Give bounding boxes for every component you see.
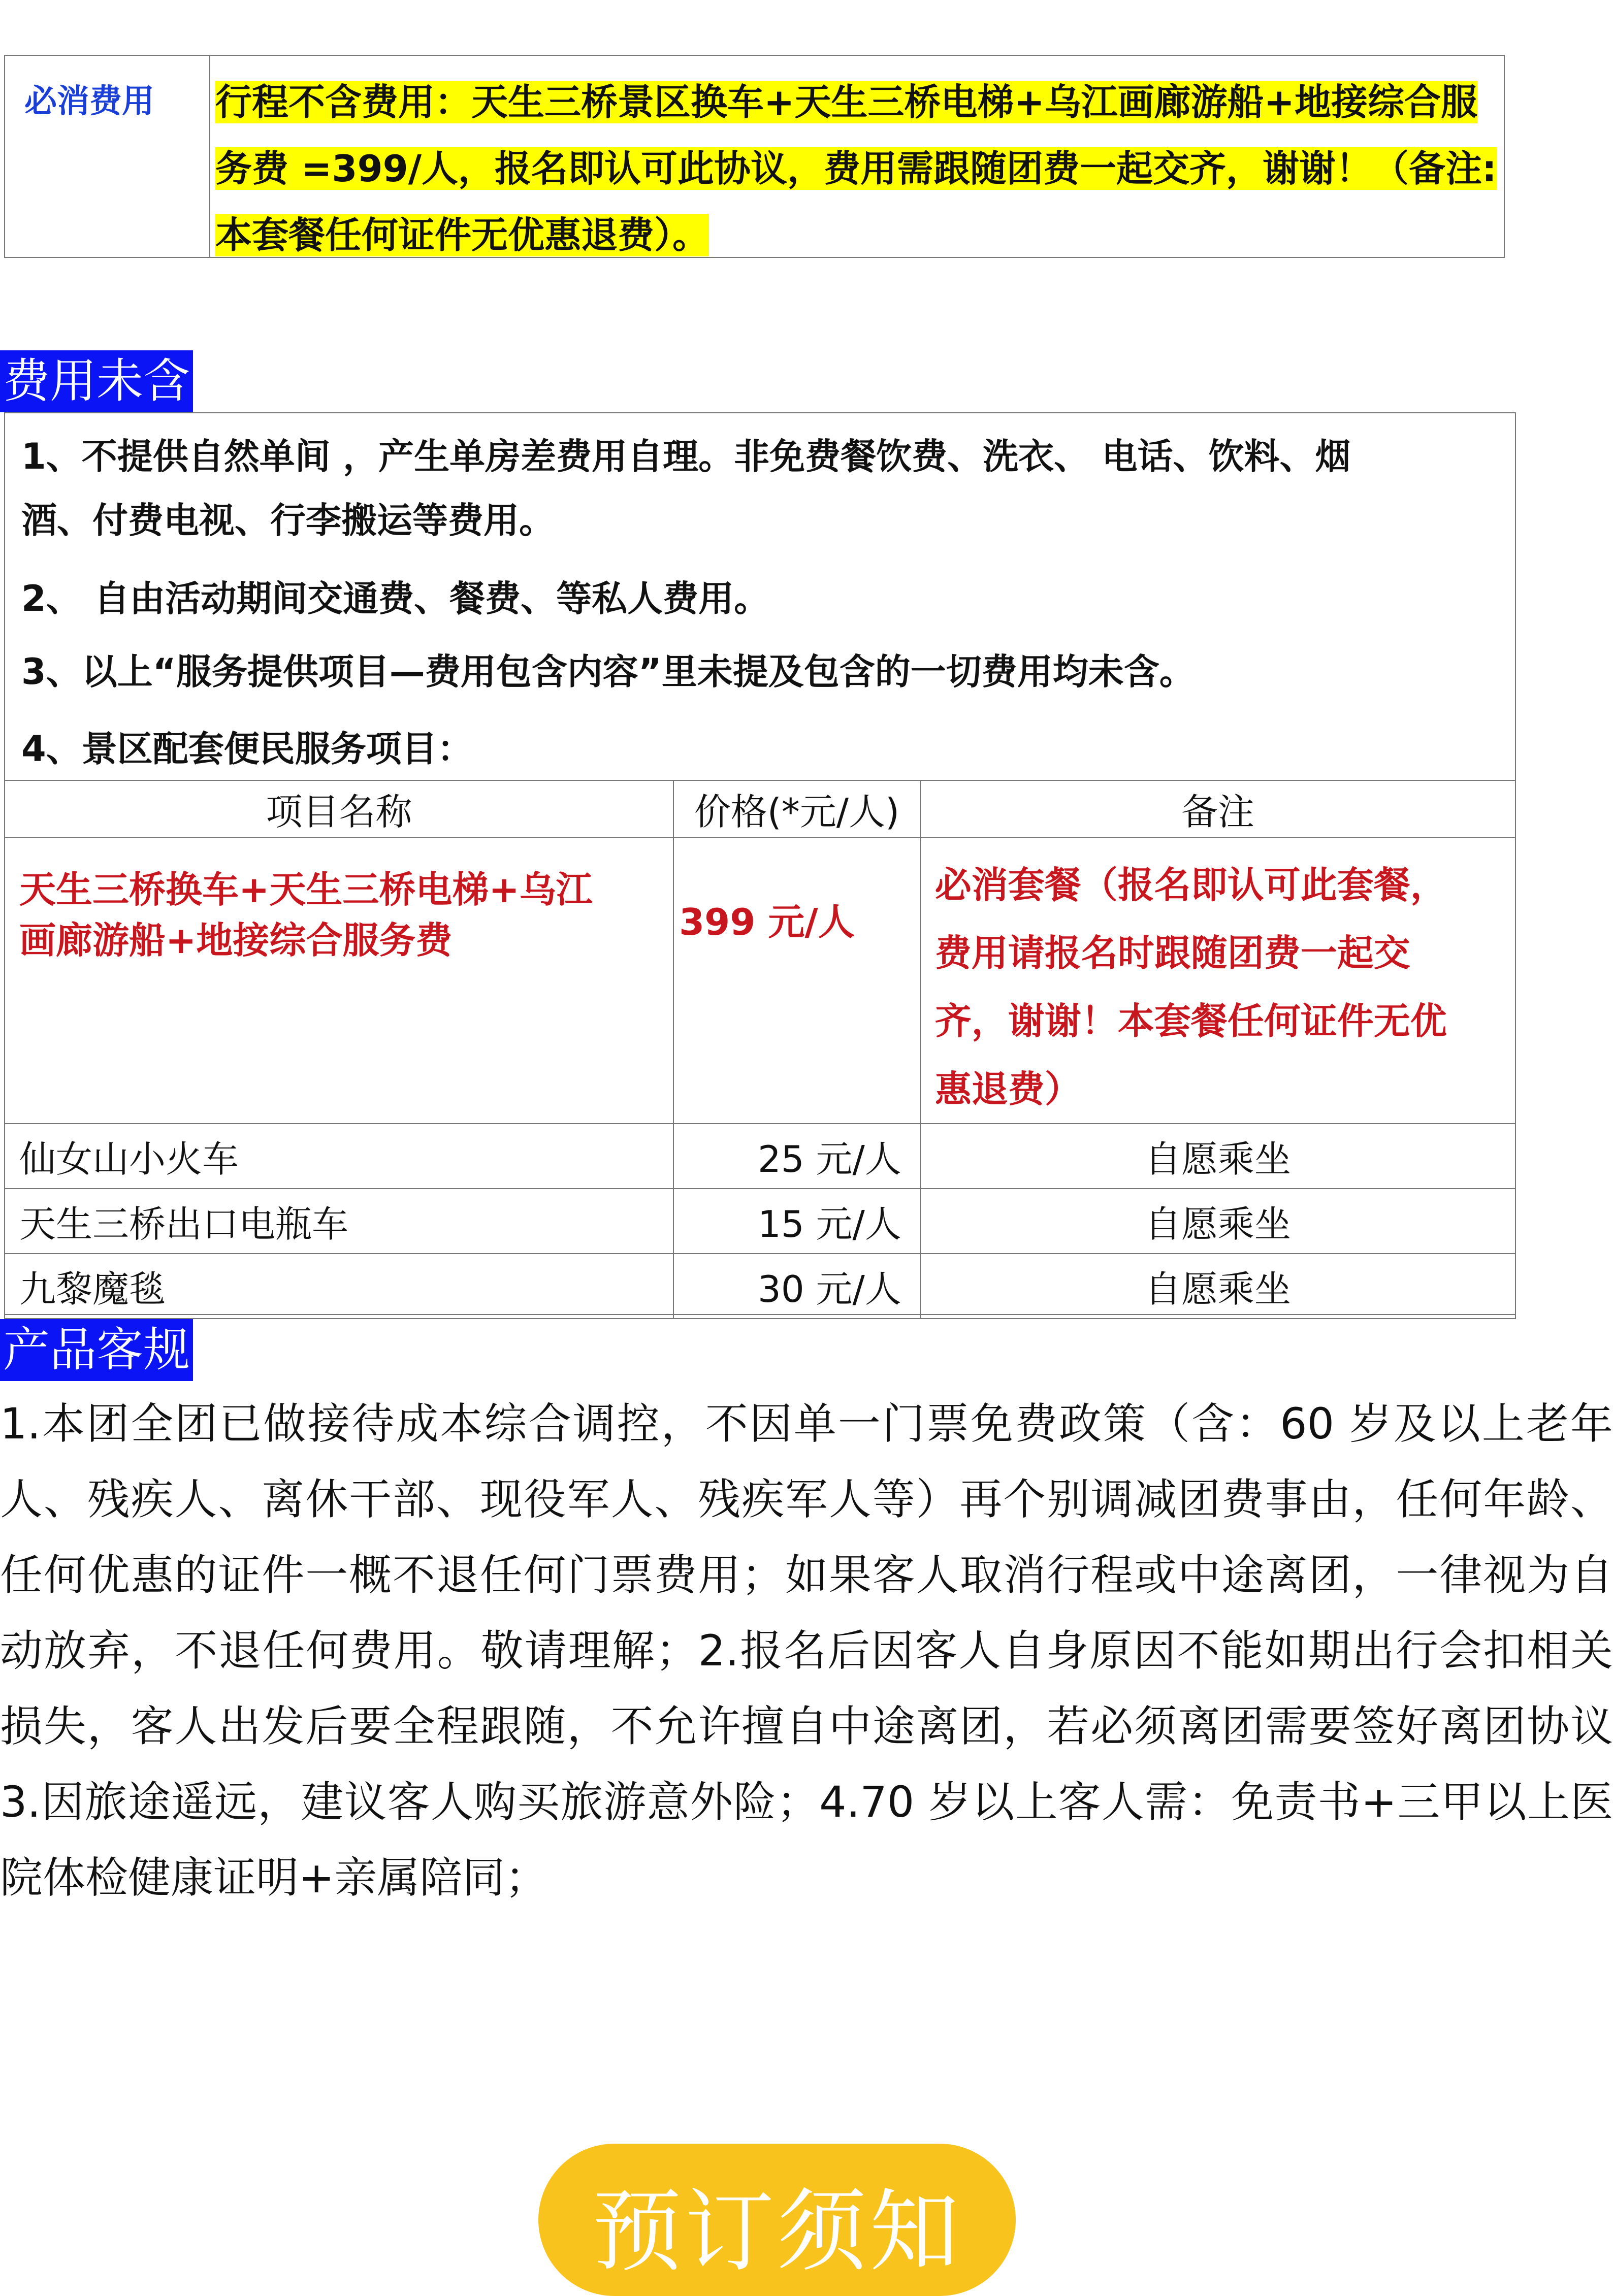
item-name: 仙女山小火车 <box>5 1124 673 1189</box>
table-row-featured <box>5 837 1515 1124</box>
mandatory-fee-line-2: 务费 =399/人，报名即认可此协议，费用需跟随团费一起交齐，谢谢！（备注: <box>215 147 1497 190</box>
not-included-item-1-line-1: 1、不提供自然单间 ，产生单房差费用自理。非免费餐饮费、洗衣、 电话、饮料、烟 <box>21 436 1351 477</box>
featured-item-note-line-1: 必消套餐（报名即认可此套餐， <box>934 864 1447 906</box>
mandatory-fee-label-cell <box>5 56 210 257</box>
not-included-item-1-line-2: 酒、付费电视、行李搬运等费用。 <box>21 500 555 541</box>
section-header-not-included: 费用未含 <box>0 350 193 412</box>
featured-item-price: 399 元/人 <box>673 837 920 1124</box>
item-price: 15 元/人 <box>673 1189 920 1254</box>
featured-item-name-line-2: 画廊游船+地接综合服务费 <box>19 919 453 962</box>
table-row <box>5 1189 1515 1254</box>
item-price: 30 元/人 <box>673 1254 920 1319</box>
section-header-product-rules: 产品客规 <box>0 1319 193 1381</box>
featured-item-note-line-3: 齐，谢谢！本套餐任何证件无优 <box>934 1000 1447 1042</box>
item-price: 25 元/人 <box>673 1124 920 1189</box>
table-row <box>5 1124 1515 1189</box>
column-header-name: 项目名称 <box>5 780 673 837</box>
column-header-price: 价格(*元/人) <box>673 780 920 837</box>
item-note: 自愿乘坐 <box>920 1254 1515 1319</box>
featured-item-name <box>5 837 673 1124</box>
item-note: 自愿乘坐 <box>920 1189 1515 1254</box>
mandatory-fee-line-3: 本套餐任何证件无优惠退费）。 <box>215 214 709 256</box>
item-name: 天生三桥出口电瓶车 <box>5 1189 673 1254</box>
item-name: 九黎魔毯 <box>5 1254 673 1319</box>
featured-item-note-line-2: 费用请报名时跟随团费一起交 <box>934 932 1410 974</box>
not-included-item-4: 4、景区配套便民服务项目： <box>21 728 473 770</box>
column-header-note: 备注 <box>920 780 1515 837</box>
booking-notice-button[interactable] <box>538 2144 1016 2296</box>
service-items-table <box>4 780 1516 1319</box>
table-header-row <box>5 780 1515 837</box>
product-rules-text: 1.本团全团已做接待成本综合调控，不因单一门票免费政策（含：60 岁及以上老年人、残疾人、离休干部、现役军人、残疾军人等）再个别调减团费事由，任何年龄、任何优惠的证件一概不退任何门票费用；如果客人取消行程或中途离团，一律视为自动放弃，不退任何费用。敬请理解；2.报名后因客人自身原因不能如期出行会扣相关损失，客人出发后要全程跟随，不允许擅自中途离团，若必须离团需要签好离团协议 3.因旅途遥远，建议客人购买旅游意外险；4.70 岁以上客人需：免责书+三甲以上医院体检健康证明+亲属陪同； <box>0 1399 1613 1903</box>
item-note: 自愿乘坐 <box>920 1124 1515 1189</box>
not-included-item-3: 3、以上“服务提供项目—费用包含内容”里未提及包含的一切费用均未含。 <box>21 651 1195 693</box>
mandatory-fee-content <box>215 69 1503 269</box>
featured-item-note <box>920 837 1515 1124</box>
not-included-item-2: 2、 自由活动期间交通费、餐费、等私人费用。 <box>21 578 770 619</box>
featured-item-name-line-1: 天生三桥换车+天生三桥电梯+乌江 <box>19 868 593 911</box>
mandatory-fee-label: 必消费用 <box>24 83 154 120</box>
mandatory-fee-box <box>4 55 1505 258</box>
featured-item-note-line-4: 惠退费） <box>934 1068 1081 1110</box>
table-row <box>5 1254 1515 1319</box>
booking-notice-label: 预订须知 <box>592 2180 962 2284</box>
not-included-item-1 <box>21 424 1350 552</box>
mandatory-fee-line-1: 行程不含费用：天生三桥景区换车+天生三桥电梯+乌江画廊游船+地接综合服 <box>215 81 1477 123</box>
